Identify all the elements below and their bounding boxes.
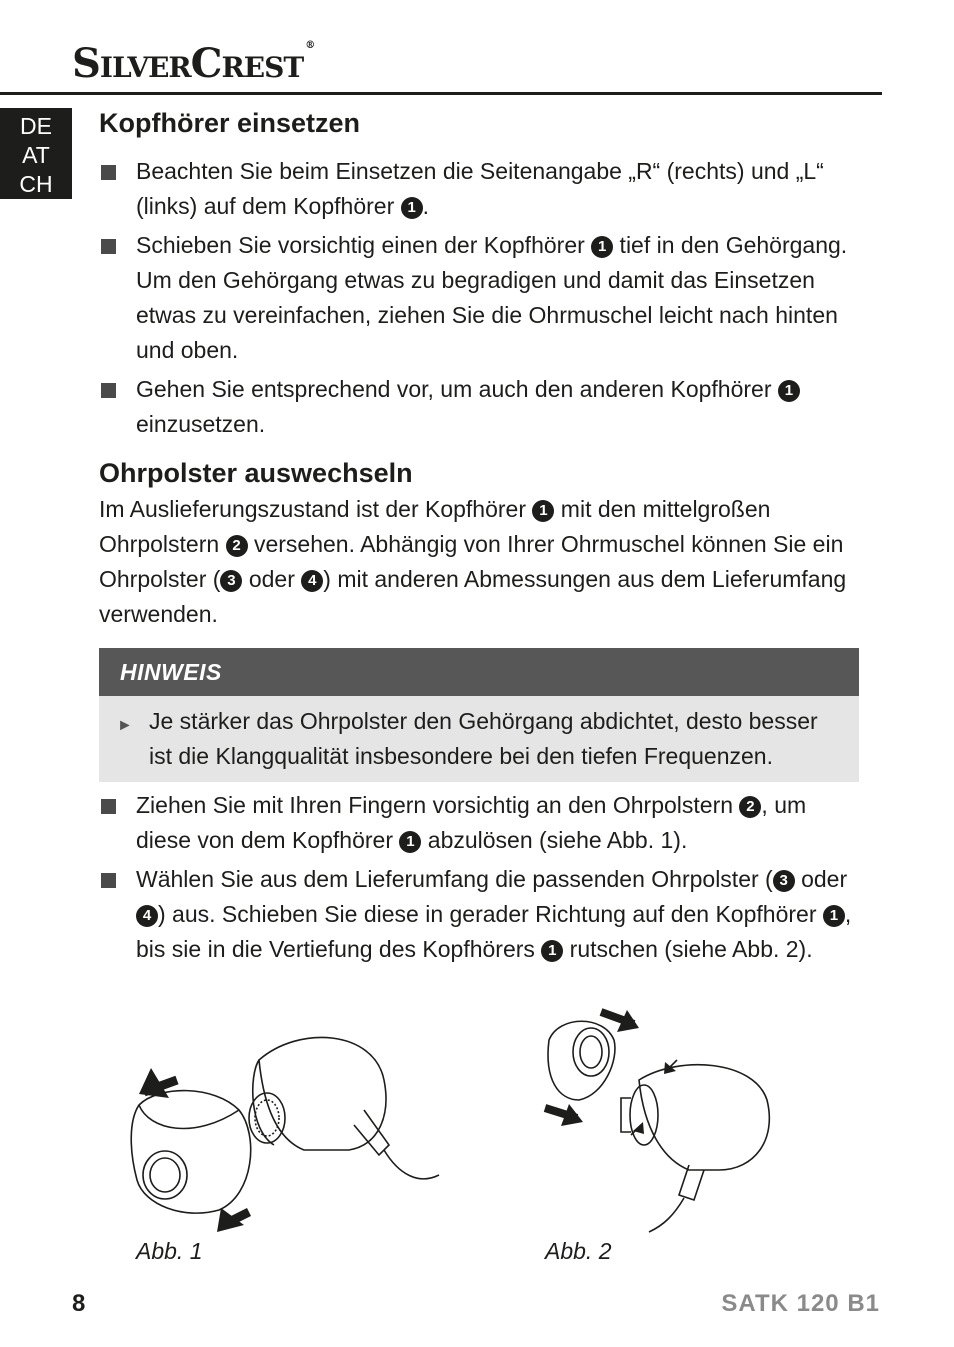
hinweis-box (99, 648, 859, 782)
ohrpolster-paragraph: Im Auslieferungszustand ist der Kopfhörer 1 mit den mittelgroßen Ohrpolstern 2 versehen. Abhängig von Ihrer Ohrmuschel können Sie ein Ohrpolster ( 3 oder 4 ) mit anderen Abmessungen aus dem Lieferumfang verwenden. (99, 496, 847, 627)
page-number: 8 (72, 1290, 86, 1317)
part-number-badge: 2 (226, 535, 248, 557)
language-tab (0, 108, 72, 199)
list-item: Ziehen Sie mit Ihren Fingern vorsichtig an den Ohrpolstern 2 , um diese von dem Kopfhörer 1 abzulösen (siehe Abb. 1). (99, 788, 859, 858)
list-item: Wählen Sie aus dem Lieferumfang die passenden Ohrpolster ( 3 oder 4 ) aus. Schieben Sie diese in gerader Richtung auf den Kopfhörer 1 , bis sie in die Vertiefung des Kopfhörers 1 rutschen (siehe Abb. 2). (99, 862, 859, 967)
part-number-badge: 4 (301, 570, 323, 592)
einsetzen-list (99, 154, 859, 442)
bullet-square (101, 873, 116, 888)
bullet-square (101, 799, 116, 814)
part-number-badge: 1 (778, 380, 800, 402)
lang-de: DE (20, 113, 52, 139)
part-number-badge: 2 (739, 796, 761, 818)
part-number-badge: 3 (773, 870, 795, 892)
list-item: Schieben Sie vorsichtig einen der Kopfhörer 1 tief in den Gehörgang. Um den Gehörgang etwas zu begradigen und damit das Einsetzen etwas zu vereinfachen, ziehen Sie die Ohrmuschel leicht nach hinten und oben. (99, 228, 859, 368)
bullet-square (101, 239, 116, 254)
wechsel-list (99, 788, 859, 967)
lang-at: AT (22, 142, 50, 168)
hinweis-title: HINWEIS (99, 648, 859, 696)
model-number: SATK 120 B1 (721, 1290, 880, 1317)
figure-1-caption: Abb. 1 (136, 1238, 203, 1264)
part-number-badge: 1 (401, 197, 423, 219)
part-number-badge: 1 (399, 831, 421, 853)
part-number-badge: 3 (220, 570, 242, 592)
figures-illustration (99, 1000, 859, 1290)
main-content (99, 104, 859, 971)
hinweis-body: ► Je stärker das Ohrpolster den Gehörgang abdichtet, desto besser ist die Klangqualität insbesondere bei den tiefen Frequenzen. (117, 708, 818, 769)
figure-2-caption: Abb. 2 (545, 1238, 612, 1264)
part-number-badge: 1 (823, 905, 845, 927)
lang-ch: CH (19, 171, 53, 197)
brand-logo: SilverCrest ® (72, 40, 315, 87)
part-number-badge: 1 (532, 500, 554, 522)
arrow-right-icon: ► (117, 717, 133, 734)
figure-2-earbud-insertion (545, 1010, 769, 1232)
section-title-einsetzen: Kopfhörer einsetzen (99, 108, 361, 138)
part-number-badge: 1 (591, 236, 613, 258)
section-title-ohrpolster: Ohrpolster auswechseln (99, 458, 413, 488)
part-number-badge: 4 (136, 905, 158, 927)
list-item: Beachten Sie beim Einsetzen die Seitenangabe „R“ (rechts) und „L“ (links) auf dem Kopfhörer 1 . (99, 154, 859, 224)
list-item: Gehen Sie entsprechend vor, um auch den anderen Kopfhörer 1 einzusetzen. (99, 372, 859, 442)
bullet-square (101, 165, 116, 180)
figure-1-earbud-removal (131, 1037, 439, 1232)
bullet-square (101, 383, 116, 398)
header-rule (0, 92, 882, 95)
part-number-badge: 1 (541, 940, 563, 962)
